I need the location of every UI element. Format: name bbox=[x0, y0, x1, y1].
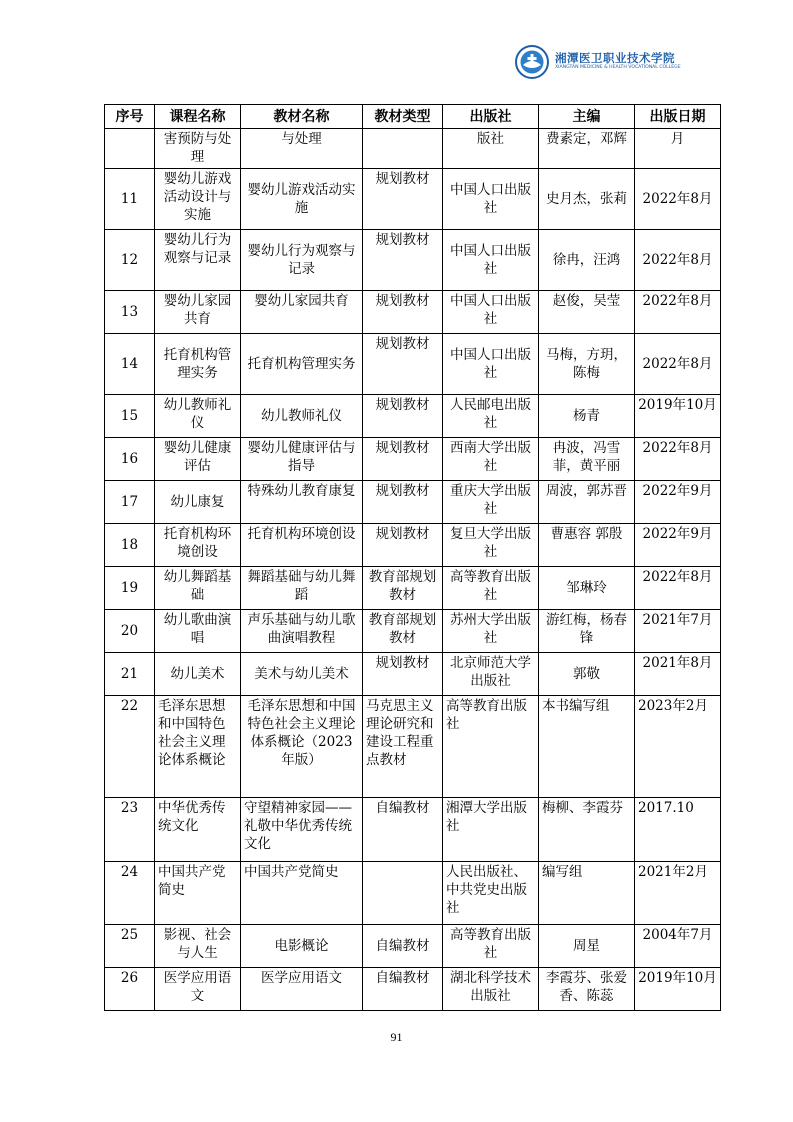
cell-publisher: 高等教育出版社 bbox=[443, 567, 539, 610]
cell-type: 自编教材 bbox=[363, 798, 443, 862]
table-row bbox=[105, 610, 721, 653]
cell-editor: 费素定，邓辉 bbox=[539, 129, 635, 169]
cell-date: 2022年9月 bbox=[635, 481, 721, 524]
cell-course: 托育机构环境创设 bbox=[155, 524, 241, 567]
cell-publisher: 西南大学出版社 bbox=[443, 438, 539, 481]
table-row bbox=[105, 481, 721, 524]
cell-publisher: 人民出版社、中共党史出版社 bbox=[443, 862, 539, 925]
cell-type bbox=[363, 129, 443, 169]
cell-no: 16 bbox=[105, 438, 155, 481]
cell-editor: 游红梅，杨春锋 bbox=[539, 610, 635, 653]
cell-date: 月 bbox=[635, 129, 721, 169]
cell-date: 2022年8月 bbox=[635, 169, 721, 230]
cell-no: 13 bbox=[105, 291, 155, 334]
college-name-cn: 湘潭医卫职业技术学院 bbox=[555, 50, 675, 65]
cell-no: 24 bbox=[105, 862, 155, 925]
cell-editor: 梅柳、李霞芬 bbox=[539, 798, 635, 862]
cell-no: 23 bbox=[105, 798, 155, 862]
col-header-course: 课程名称 bbox=[155, 105, 241, 129]
cell-no: 11 bbox=[105, 169, 155, 230]
cell-type: 规划教材 bbox=[363, 334, 443, 395]
cell-type: 自编教材 bbox=[363, 925, 443, 968]
cell-course: 婴幼儿游戏活动设计与实施 bbox=[155, 169, 241, 230]
cell-book: 毛泽东思想和中国特色社会主义理论体系概论（2023年版） bbox=[241, 696, 363, 798]
cell-editor: 曹惠容 郭殷 bbox=[539, 524, 635, 567]
col-header-type: 教材类型 bbox=[363, 105, 443, 129]
cell-editor: 史月杰，张莉 bbox=[539, 169, 635, 230]
cell-publisher: 中国人口出版社 bbox=[443, 291, 539, 334]
cell-no: 20 bbox=[105, 610, 155, 653]
cell-no: 22 bbox=[105, 696, 155, 798]
cell-course: 婴幼儿家园共育 bbox=[155, 291, 241, 334]
cell-type: 规划教材 bbox=[363, 438, 443, 481]
table-row bbox=[105, 334, 721, 395]
college-seal-icon bbox=[515, 45, 549, 79]
cell-book: 舞蹈基础与幼儿舞蹈 bbox=[241, 567, 363, 610]
cell-course: 幼儿歌曲演唱 bbox=[155, 610, 241, 653]
cell-editor: 李霞芬、张爱香、陈蕊 bbox=[539, 968, 635, 1011]
table-row bbox=[105, 524, 721, 567]
cell-type: 规划教材 bbox=[363, 653, 443, 696]
cell-editor: 编写组 bbox=[539, 862, 635, 925]
cell-publisher: 人民邮电出版社 bbox=[443, 395, 539, 438]
cell-date: 2022年8月 bbox=[635, 334, 721, 395]
cell-date: 2021年8月 bbox=[635, 653, 721, 696]
cell-book: 声乐基础与幼儿歌曲演唱教程 bbox=[241, 610, 363, 653]
cell-type: 规划教材 bbox=[363, 230, 443, 291]
cell-publisher: 中国人口出版社 bbox=[443, 169, 539, 230]
cell-date: 2019年10月 bbox=[635, 968, 721, 1011]
cell-no: 26 bbox=[105, 968, 155, 1011]
cell-no: 21 bbox=[105, 653, 155, 696]
cell-editor: 马梅，方玥，陈梅 bbox=[539, 334, 635, 395]
cell-date: 2021年7月 bbox=[635, 610, 721, 653]
cell-type: 规划教材 bbox=[363, 481, 443, 524]
table-row bbox=[105, 291, 721, 334]
cell-publisher: 版社 bbox=[443, 129, 539, 169]
cell-no: 19 bbox=[105, 567, 155, 610]
cell-publisher: 北京师范大学出版社 bbox=[443, 653, 539, 696]
cell-course: 医学应用语文 bbox=[155, 968, 241, 1011]
cell-course: 幼儿舞蹈基础 bbox=[155, 567, 241, 610]
cell-course: 影视、社会与人生 bbox=[155, 925, 241, 968]
table-header-row bbox=[105, 105, 721, 129]
cell-publisher: 复旦大学出版社 bbox=[443, 524, 539, 567]
cell-book: 电影概论 bbox=[241, 925, 363, 968]
cell-book: 与处理 bbox=[241, 129, 363, 169]
cell-no: 25 bbox=[105, 925, 155, 968]
cell-publisher: 高等教育出版社 bbox=[443, 925, 539, 968]
cell-editor: 周波，郭苏晋 bbox=[539, 481, 635, 524]
college-name-en: XIANGTAN MEDICINE & HEALTH VOCATIONAL COLLEGE bbox=[555, 65, 681, 71]
cell-course: 害预防与处理 bbox=[155, 129, 241, 169]
table-row bbox=[105, 862, 721, 925]
cell-type: 规划教材 bbox=[363, 291, 443, 334]
cell-publisher: 湖北科学技术出版社 bbox=[443, 968, 539, 1011]
cell-type: 教育部规划教材 bbox=[363, 567, 443, 610]
cell-editor: 杨青 bbox=[539, 395, 635, 438]
cell-type: 规划教材 bbox=[363, 395, 443, 438]
table-row bbox=[105, 968, 721, 1011]
table-row bbox=[105, 798, 721, 862]
cell-editor: 郭敬 bbox=[539, 653, 635, 696]
cell-publisher: 中国人口出版社 bbox=[443, 334, 539, 395]
cell-course: 幼儿康复 bbox=[155, 481, 241, 524]
table-row bbox=[105, 925, 721, 968]
cell-course: 婴幼儿健康评估 bbox=[155, 438, 241, 481]
college-logo bbox=[515, 44, 681, 80]
cell-book: 托育机构环境创设 bbox=[241, 524, 363, 567]
table-row bbox=[105, 169, 721, 230]
page-number: 91 bbox=[390, 1030, 403, 1044]
col-header-date: 出版日期 bbox=[635, 105, 721, 129]
cell-no: 15 bbox=[105, 395, 155, 438]
table-row bbox=[105, 230, 721, 291]
cell-no: 14 bbox=[105, 334, 155, 395]
cell-book: 托育机构管理实务 bbox=[241, 334, 363, 395]
col-header-book: 教材名称 bbox=[241, 105, 363, 129]
cell-publisher: 苏州大学出版社 bbox=[443, 610, 539, 653]
textbook-table bbox=[104, 104, 721, 1011]
col-header-publisher: 出版社 bbox=[443, 105, 539, 129]
cell-book: 婴幼儿健康评估与指导 bbox=[241, 438, 363, 481]
cell-book: 婴幼儿家园共育 bbox=[241, 291, 363, 334]
cell-date: 2022年8月 bbox=[635, 567, 721, 610]
cell-publisher: 湘潭大学出版社 bbox=[443, 798, 539, 862]
cell-date: 2022年9月 bbox=[635, 524, 721, 567]
cell-date: 2023年2月 bbox=[635, 696, 721, 798]
cell-course: 幼儿美术 bbox=[155, 653, 241, 696]
cell-publisher: 中国人口出版社 bbox=[443, 230, 539, 291]
cell-book: 守望精神家园——礼敬中华优秀传统文化 bbox=[241, 798, 363, 862]
table-row bbox=[105, 438, 721, 481]
cell-type: 马克思主义理论研究和建设工程重点教材 bbox=[363, 696, 443, 798]
table-row bbox=[105, 395, 721, 438]
cell-type: 规划教材 bbox=[363, 169, 443, 230]
cell-no bbox=[105, 129, 155, 169]
cell-editor: 本书编写组 bbox=[539, 696, 635, 798]
table-row bbox=[105, 129, 721, 169]
cell-date: 2004年7月 bbox=[635, 925, 721, 968]
col-header-editor: 主编 bbox=[539, 105, 635, 129]
cell-no: 17 bbox=[105, 481, 155, 524]
cell-type: 自编教材 bbox=[363, 968, 443, 1011]
cell-date: 2019年10月 bbox=[635, 395, 721, 438]
cell-no: 12 bbox=[105, 230, 155, 291]
cell-type bbox=[363, 862, 443, 925]
cell-date: 2022年8月 bbox=[635, 230, 721, 291]
cell-editor: 周星 bbox=[539, 925, 635, 968]
cell-editor: 邹琳玲 bbox=[539, 567, 635, 610]
cell-book: 医学应用语文 bbox=[241, 968, 363, 1011]
col-header-no: 序号 bbox=[105, 105, 155, 129]
cell-editor: 徐冉，汪鸿 bbox=[539, 230, 635, 291]
cell-book: 幼儿教师礼仪 bbox=[241, 395, 363, 438]
cell-date: 2021年2月 bbox=[635, 862, 721, 925]
cell-publisher: 重庆大学出版社 bbox=[443, 481, 539, 524]
cell-course: 婴幼儿行为观察与记录 bbox=[155, 230, 241, 291]
table-row bbox=[105, 653, 721, 696]
cell-book: 中国共产党简史 bbox=[241, 862, 363, 925]
table-row bbox=[105, 567, 721, 610]
cell-book: 特殊幼儿教育康复 bbox=[241, 481, 363, 524]
cell-date: 2022年8月 bbox=[635, 438, 721, 481]
cell-course: 中华优秀传统文化 bbox=[155, 798, 241, 862]
cell-book: 婴幼儿行为观察与记录 bbox=[241, 230, 363, 291]
cell-course: 中国共产党简史 bbox=[155, 862, 241, 925]
table-row bbox=[105, 696, 721, 798]
cell-type: 教育部规划教材 bbox=[363, 610, 443, 653]
cell-date: 2017.10 bbox=[635, 798, 721, 862]
cell-course: 幼儿教师礼仪 bbox=[155, 395, 241, 438]
cell-publisher: 高等教育出版社 bbox=[443, 696, 539, 798]
cell-editor: 冉波，冯雪菲，黄平丽 bbox=[539, 438, 635, 481]
cell-type: 规划教材 bbox=[363, 524, 443, 567]
cell-date: 2022年8月 bbox=[635, 291, 721, 334]
cell-book: 婴幼儿游戏活动实施 bbox=[241, 169, 363, 230]
cell-course: 毛泽东思想和中国特色社会主义理论体系概论 bbox=[155, 696, 241, 798]
cell-book: 美术与幼儿美术 bbox=[241, 653, 363, 696]
cell-editor: 赵俊，吴莹 bbox=[539, 291, 635, 334]
cell-no: 18 bbox=[105, 524, 155, 567]
cell-course: 托育机构管理实务 bbox=[155, 334, 241, 395]
